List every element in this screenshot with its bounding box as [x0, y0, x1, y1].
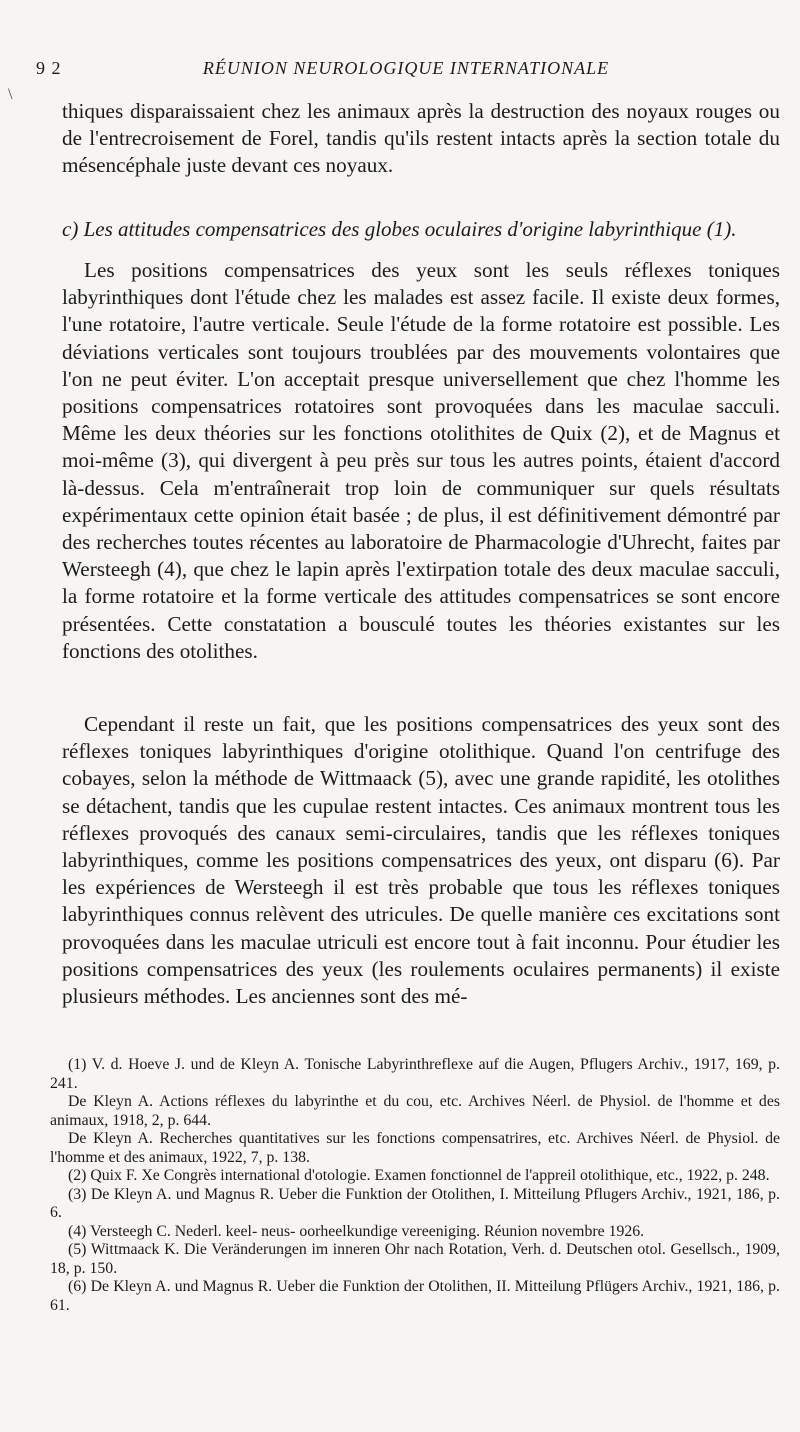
section-heading — [62, 216, 780, 243]
footnote: (5) Wittmaack K. Die Veränderungen im inneren Ohr nach Rotation, Verh. d. Deutschen otol. Gesellsch., 1909, 18, p. 150. — [50, 1241, 780, 1277]
paragraph-text: Les positions compensatrices des yeux sont les seuls réflexes toniques labyrinthiques dont l'étude chez les malades est assez facile. Il existe deux formes, l'une rotatoire, l'autre verticale. Seule l'étude de la forme rotatoire est possible. Les déviations verticales sont toujours troublées par des mouvements volontaires que l'on ne peut éviter. L'on acceptait presque universellement que chez l'homme les positions compensatrices rotatoires sont provoquées dans les maculae sacculi. Même les deux théories sur les fonctions otolithites de Quix (2), et de Magnus et moi-même (3), qui divergent à peu près sur tous les autres points, étaient d'accord là-dessus. Cela m'entraînerait trop loin de communiquer sur quels résultats expérimentaux cette opinion était basée ; de plus, il est définitivement démontré par des recherches toutes récentes au laboratoire de Pharmacologie d'Uhrecht, faites par Wersteegh (4), que chez le lapin après l'extirpation totale des deux maculae sacculi, la forme rotatoire et la forme verticale des attitudes compensatrices se sont encore présentées. Cette constatation a bousculé toutes les théories existantes sur les fonctions des otolithes. — [62, 258, 780, 663]
running-header — [36, 58, 776, 88]
footnotes — [50, 1056, 780, 1315]
paragraph-text: Cependant il reste un fait, que les positions compensatrices des yeux sont des réflexes toniques labyrinthiques d'origine otolithique. Quand l'on centrifuge des cobayes, selon la méthode de Wittmaack (5), avec une grande rapidité, les otolithes se détachent, tandis que les cupulae restent intactes. Ces animaux montrent tous les réflexes provoqués des canaux semi-circulaires, tandis que les réflexes toniques labyrinthiques, comme les positions compensatrices des yeux, ont disparu (6). Par les expériences de Wersteegh il est très probable que tous les réflexes toniques labyrinthiques connus relèvent des utricules. De quelle manière ces excitations sont provoquées dans les maculae utriculi est encore tout à fait inconnu. Pour étudier les positions compensatrices des yeux (les roulements oculaires permanents) il existe plusieurs méthodes. Les anciennes sont des mé- — [62, 712, 780, 1009]
footnote: (3) De Kleyn A. und Magnus R. Ueber die Funktion der Otolithen, I. Mitteilung Pflugers Archiv., 1921, 186, p. 6. — [50, 1185, 780, 1221]
footnote: (6) De Kleyn A. und Magnus R. Ueber die Funktion der Otolithen, II. Mitteilung Pflügers Archiv., 1921, 186, p. 61. — [50, 1278, 780, 1314]
section-heading-text: c) Les attitudes compensatrices des globes oculaires d'origine labyrinthique (1). — [62, 217, 737, 241]
footnote: (2) Quix F. Xe Congrès international d'otologie. Examen fonctionnel de l'appreil otolithique, etc., 1922, p. 248. — [68, 1167, 770, 1184]
footnote: De Kleyn A. Actions réflexes du labyrinthe et du cou, etc. Archives Néerl. de Physiol. de l'homme et des animaux, 1918, 2, p. 644. — [50, 1093, 780, 1129]
margin-mark: \ — [8, 86, 13, 103]
footnote: (4) Versteegh C. Nederl. keel- neus- oorheelkundige vereeniging. Réunion novembre 1926. — [68, 1222, 645, 1240]
footnote: De Kleyn A. Recherches quantitatives sur les fonctions compensatrires, etc. Archives Néerl. de Physiol. de l'homme et des animaux, 1922, 7, p. 138. — [50, 1130, 780, 1166]
paragraph-text: thiques disparaissaient chez les animaux après la destruction des noyaux rouges ou de l'entrecroisement de Forel, tandis qu'ils restent intacts après la section totale du mésencéphale juste devant ces noyaux. — [62, 99, 780, 178]
body-paragraph-1 — [62, 98, 780, 180]
footnote: (1) V. d. Hoeve J. und de Kleyn A. Tonische Labyrinthreflexe auf die Augen, Pflugers Archiv., 1917, 169, p. 241. — [50, 1056, 780, 1092]
page-number: 9 2 — [36, 58, 62, 78]
running-title: RÉUNION NEUROLOGIQUE INTERNATIONALE — [202, 58, 610, 78]
body-paragraph-2 — [62, 257, 780, 665]
body-paragraph-3 — [62, 711, 780, 1010]
